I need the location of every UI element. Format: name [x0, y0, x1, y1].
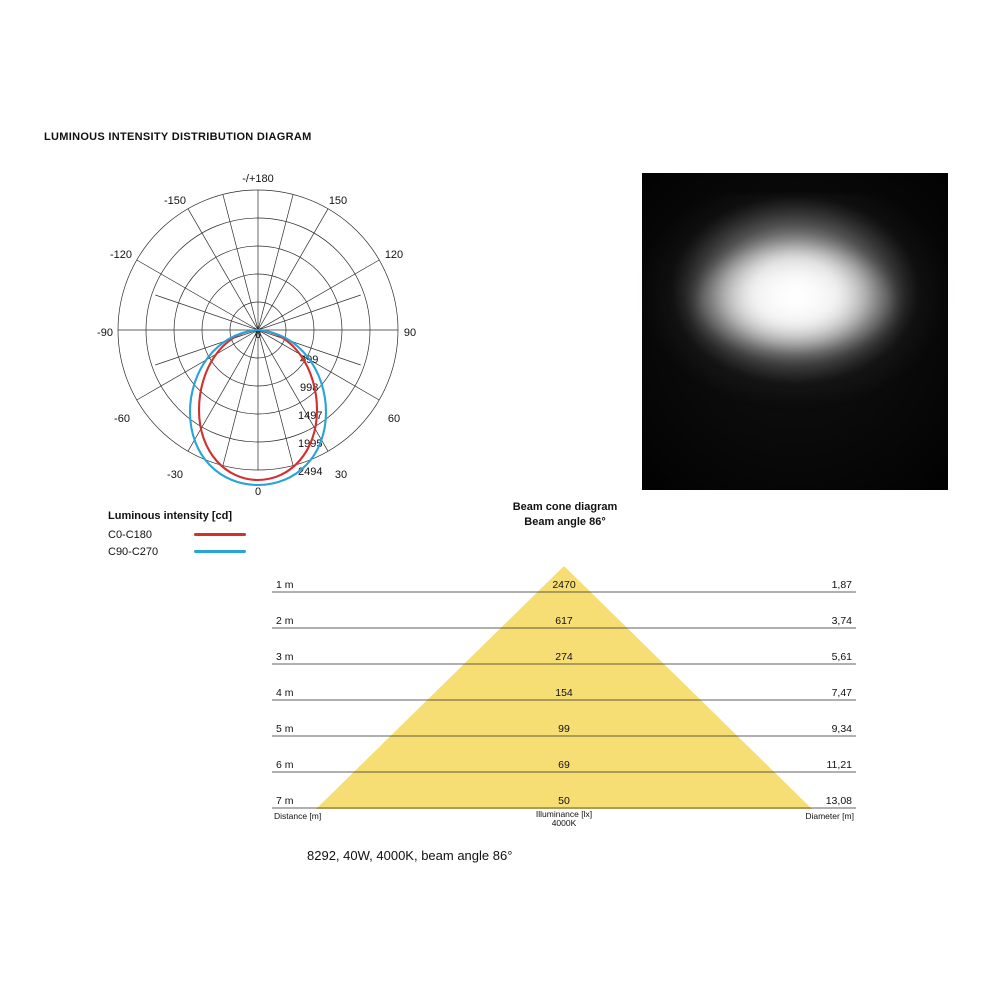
ring-value-5: 2494 — [298, 466, 323, 478]
cone-diameter-5: 9,34 — [831, 723, 852, 735]
legend-label-c0-c180: C0-C180 — [108, 528, 153, 541]
cone-illuminance-6: 69 — [558, 759, 570, 771]
cone-illuminance-4: 154 — [555, 687, 573, 699]
beam-cone-title-line2: Beam angle 86° — [524, 516, 606, 528]
cone-footer-cct: 4000K — [551, 818, 577, 828]
cone-diameter-2: 3,74 — [831, 615, 852, 627]
luminaire-beam-photo — [642, 173, 948, 490]
polar-chart-svg — [60, 160, 480, 510]
polar-angle-label-90: 90 — [403, 327, 417, 339]
page-title: LUMINOUS INTENSITY DISTRIBUTION DIAGRAM — [44, 131, 312, 143]
polar-angle-label-neg60: -60 — [114, 413, 130, 425]
cone-distance-1: 1 m — [276, 579, 294, 591]
ring-value-4: 1995 — [298, 438, 323, 450]
cone-diameter-4: 7,47 — [831, 687, 852, 699]
polar-center-label: 0 — [254, 329, 262, 341]
cone-footer-illuminance: Illuminance [lx] — [535, 809, 593, 819]
cone-distance-2: 2 m — [276, 615, 294, 627]
polar-angle-label-30: 30 — [334, 469, 348, 481]
polar-angle-label-120: 120 — [384, 249, 404, 261]
beam-cone-title-line1: Beam cone diagram — [512, 501, 618, 513]
polar-angle-label-neg150: -150 — [163, 195, 187, 207]
product-caption: 8292, 40W, 4000K, beam angle 86° — [307, 848, 513, 863]
legend-swatch-c90-c270 — [194, 550, 246, 553]
beam-cone-svg — [272, 566, 856, 828]
ring-value-3: 1497 — [298, 410, 323, 422]
polar-angle-label-150: 150 — [328, 195, 348, 207]
ring-value-2: 998 — [300, 382, 319, 394]
cone-distance-5: 5 m — [276, 723, 294, 735]
cone-diameter-3: 5,61 — [831, 651, 852, 663]
cone-footer-diameter: Diameter [m] — [805, 811, 854, 821]
photo-vignette — [642, 173, 948, 490]
cone-footer-distance: Distance [m] — [274, 811, 322, 821]
cone-illuminance-3: 274 — [555, 651, 573, 663]
cone-illuminance-1: 2470 — [552, 579, 576, 591]
cone-diameter-7: 13,08 — [825, 795, 852, 807]
polar-angle-label-60: 60 — [387, 413, 401, 425]
cone-distance-7: 7 m — [276, 795, 294, 807]
polar-bottom-label: 0 — [254, 486, 262, 498]
polar-angle-label-180: -/+180 — [242, 173, 274, 185]
polar-angle-label-neg90: -90 — [97, 327, 113, 339]
cone-distance-6: 6 m — [276, 759, 294, 771]
polar-legend — [108, 510, 246, 560]
cone-illuminance-7: 50 — [558, 795, 570, 807]
cone-diameter-6: 11,21 — [826, 759, 852, 771]
legend-swatch-c0-c180 — [194, 533, 246, 536]
legend-item-c90-c270 — [108, 543, 246, 560]
cone-illuminance-2: 617 — [555, 615, 573, 627]
polar-angle-label-neg30: -30 — [167, 469, 183, 481]
polar-angle-label-neg120: -120 — [109, 249, 133, 261]
legend-title: Luminous intensity [cd] — [108, 510, 233, 522]
beam-cone-title — [430, 500, 700, 530]
cone-distance-4: 4 m — [276, 687, 294, 699]
beam-cone-diagram — [272, 566, 856, 828]
ring-value-1: 499 — [300, 354, 319, 366]
luminous-intensity-polar-chart — [60, 160, 480, 510]
cone-distance-3: 3 m — [276, 651, 294, 663]
legend-item-c0-c180 — [108, 526, 246, 543]
cone-illuminance-5: 99 — [558, 723, 570, 735]
legend-label-c90-c270: C90-C270 — [108, 545, 159, 558]
cone-diameter-1: 1,87 — [831, 579, 852, 591]
